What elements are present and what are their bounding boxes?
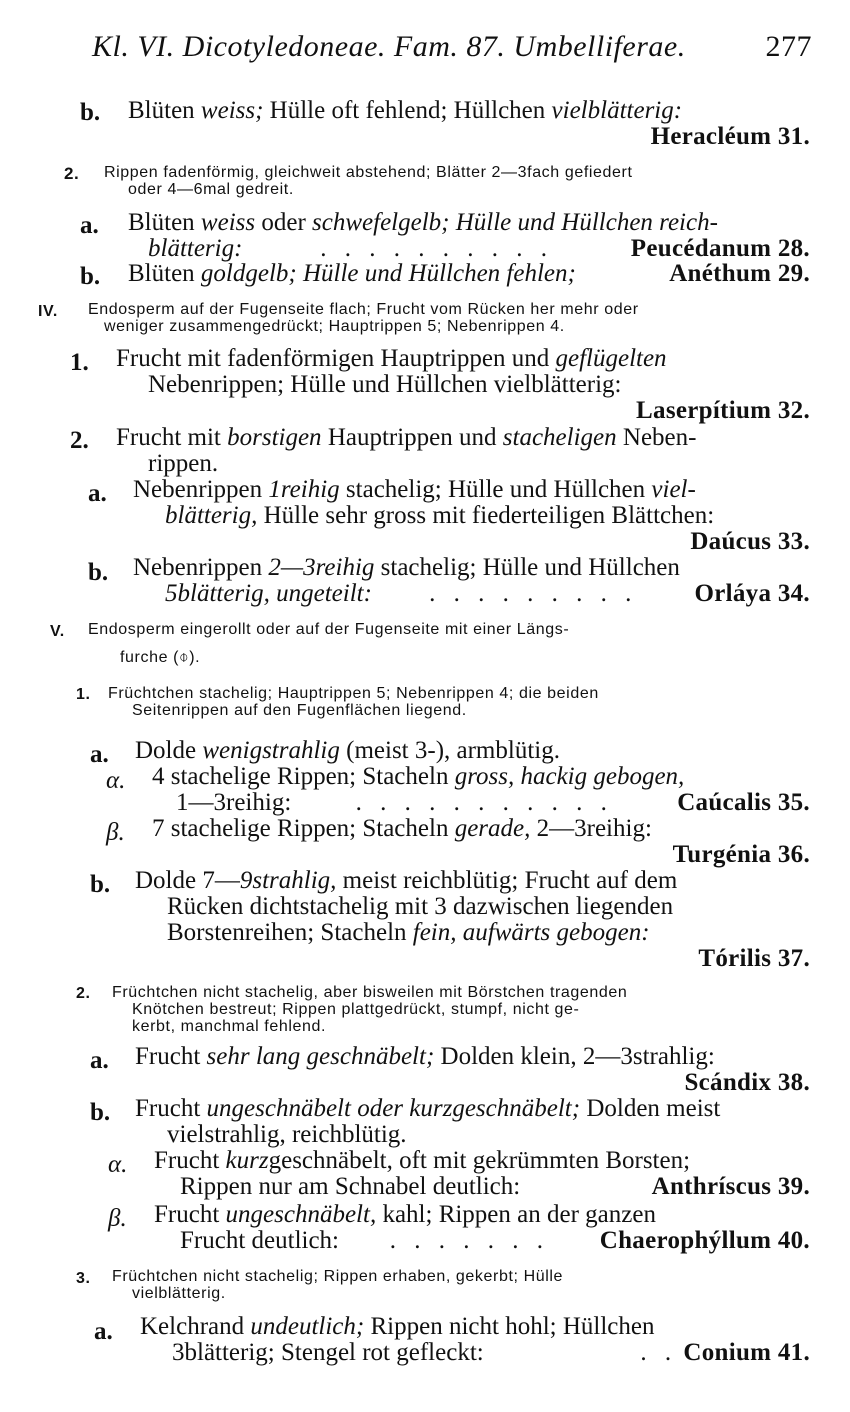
entry-line: Dolde 7—9strahlig, meist reichblütig; Frucht auf dem (135, 867, 678, 894)
entry-line: Frucht ungeschnäbelt oder kurzgeschnäbelt; Dolden meist (135, 1095, 721, 1122)
key-label: α. (106, 767, 126, 794)
key-label: a. (94, 1318, 113, 1345)
entry-line: vielblätterig. (132, 1285, 226, 1302)
entry-line: Blüten weiss oder schwefelgelb; Hülle und Hüllchen reich- (128, 209, 718, 236)
genus-name: Orláya 34. (694, 580, 810, 607)
entry-line: oder 4—6mal gedreit. (128, 181, 294, 198)
key-entry-v-3 (112, 1268, 810, 1302)
key-entry-v-1-a (135, 738, 810, 764)
genus-name: Scándix 38. (684, 1069, 810, 1096)
key-entry-scandix (135, 1044, 810, 1096)
entry-line: Frucht ungeschnäbelt, kahl; Rippen an der ganzen (154, 1201, 656, 1228)
entry-line: 3blätterig; Stengel rot gefleckt: . . Conium 41. (172, 1339, 810, 1366)
entry-line: Frucht kurzgeschnäbelt, oft mit gekrümmten Borsten; (154, 1147, 691, 1174)
key-label: 1. (76, 686, 91, 703)
genus-name: Peucédanum 28. (630, 235, 810, 262)
key-label: a. (80, 212, 99, 239)
key-label: 3. (76, 1270, 91, 1287)
key-entry-caucalis (152, 764, 810, 816)
key-label: β. (106, 819, 125, 846)
key-entry-v-2-b (135, 1096, 810, 1148)
key-label: a. (90, 741, 109, 768)
key-label: α. (108, 1151, 128, 1178)
entry-line: blätterig, Hülle sehr gross mit fiederteiligen Blättchen: (165, 502, 715, 529)
key-label: β. (108, 1205, 127, 1232)
key-entry-v-1 (108, 685, 810, 719)
key-entry-orlaya (133, 555, 810, 607)
genus-name: Chaerophýllum 40. (599, 1227, 810, 1254)
key-entry-IV (88, 301, 810, 335)
entry-line: Dolde wenigstrahlig (meist 3-), armblütig. (135, 737, 560, 764)
key-label: b. (88, 559, 109, 586)
entry-line: Rippen fadenförmig, gleichweit abstehend; Blätter 2—3fach gefiedert (104, 164, 633, 181)
entry-line: Frucht deutlich: . . . . . . . Chaerophýllum 40. (180, 1227, 810, 1254)
entry-line: Borstenreihen; Stacheln fein, aufwärts gebogen: (167, 919, 650, 946)
key-entry-chaerophyllum (154, 1202, 810, 1254)
key-label: 2. (70, 427, 89, 454)
running-header (92, 30, 812, 64)
key-label: IV. (38, 303, 58, 320)
entry-line: Knötchen bestreut; Rippen plattgedrückt, stumpf, nicht ge- (132, 1001, 580, 1018)
genus-name: Tórilis 37. (698, 945, 810, 972)
entry-line: 7 stachelige Rippen; Stacheln gerade, 2—3reihig: (152, 815, 652, 842)
key-entry-peucedanum (128, 210, 810, 262)
genus-name: Caúcalis 35. (677, 789, 810, 816)
genus-name: Anéthum 29. (669, 260, 810, 287)
entry-line: 4 stachelige Rippen; Stacheln gross, hackig gebogen, (152, 763, 685, 790)
genus-name: Daúcus 33. (690, 528, 810, 555)
entry-line: Blüten weiss; Hülle oft fehlend; Hüllchen vielblätterig: (128, 97, 683, 124)
entry-line: rippen. (148, 450, 219, 477)
key-entry-daucus (133, 477, 810, 555)
key-entry-anethum: Blüten goldgelb; Hülle und Hüllchen fehlen; Anéthum 29. (128, 260, 810, 287)
key-entry-conium (140, 1314, 810, 1366)
genus-name: Anthríscus 39. (651, 1173, 810, 1200)
entry-line: Endosperm auf der Fugenseite flach; Frucht vom Rücken her mehr oder (88, 301, 639, 318)
page-number: 277 (765, 30, 812, 63)
entry-line: blätterig: . . . . . . . . . . Peucédanum 28. (148, 235, 810, 262)
entry-line: Frucht sehr lang geschnäbelt; Dolden klein, 2—3strahlig: (135, 1043, 715, 1070)
entry-line: furche (⌽). (120, 649, 201, 666)
entry-line: Frucht mit borstigen Hauptrippen und stacheligen Neben- (116, 424, 697, 451)
entry-line: 1—3reihig: . . . . . . . . . . . Caúcalis 35. (176, 789, 810, 816)
entry-line: Früchtchen nicht stachelig, aber bisweilen mit Börstchen tragenden (112, 984, 628, 1001)
genus-name: Laserpítium 32. (636, 397, 810, 424)
key-label: b. (80, 263, 101, 290)
key-entry-heracleum (128, 98, 810, 150)
key-label: a. (90, 1047, 109, 1074)
genus-name: Turgénia 36. (672, 841, 810, 868)
key-label: b. (90, 1099, 111, 1126)
genus-name: Heracléum 31. (650, 123, 810, 150)
key-entry-laserpitium (116, 346, 810, 424)
entry-line: weniger zusammengedrückt; Hauptrippen 5; Nebenrippen 4. (104, 318, 565, 335)
entry-line: Seitenrippen auf den Fugenflächen liegend. (132, 702, 467, 719)
key-entry-2 (104, 164, 810, 198)
entry-line: Nebenrippen 2—3reihig stachelig; Hülle und Hüllchen (133, 554, 680, 581)
key-entry-iv-2 (116, 425, 810, 477)
key-entry-torilis (135, 868, 810, 972)
key-label: b. (90, 871, 111, 898)
entry-line: Endosperm eingerollt oder auf der Fugenseite mit einer Längs- (88, 621, 570, 638)
key-label: 2. (76, 985, 91, 1002)
key-label: b. (80, 99, 101, 126)
genus-name: Conium 41. (683, 1339, 810, 1366)
entry-line: kerbt, manchmal fehlend. (132, 1018, 327, 1035)
entry-line: 5blätterig, ungeteilt: . . . . . . . . . Orláya 34. (165, 580, 810, 607)
key-label: a. (88, 480, 107, 507)
entry-line: Kelchrand undeutlich; Rippen nicht hohl; Hüllchen (140, 1313, 655, 1340)
entry-line: Früchtchen nicht stachelig; Rippen erhaben, gekerbt; Hülle (112, 1268, 564, 1285)
entry-line: Nebenrippen; Hülle und Hüllchen vielblätterig: (148, 371, 622, 398)
entry-line: Nebenrippen 1reihig stachelig; Hülle und Hüllchen viel- (133, 476, 696, 503)
key-entry-v-2 (112, 984, 810, 1035)
key-entry-anthriscus (154, 1148, 810, 1200)
key-label: V. (50, 623, 65, 640)
entry-line: Rücken dichtstachelig mit 3 dazwischen liegenden (167, 893, 674, 920)
furrow-symbol: (⌽). (173, 649, 201, 666)
key-label: 2. (64, 164, 80, 183)
key-label: 1. (70, 349, 89, 376)
key-entry-turgenia (152, 816, 810, 868)
key-entry-V (88, 621, 810, 666)
entry-line: Frucht mit fadenförmigen Hauptrippen und geflügelten (116, 345, 667, 372)
entry-line: Früchtchen stachelig; Hauptrippen 5; Nebenrippen 4; die beiden (108, 685, 599, 702)
entry-line: vielstrahlig, reichblütig. (167, 1121, 407, 1148)
entry-line: Rippen nur am Schnabel deutlich: Anthríscus 39. (180, 1173, 810, 1200)
header-title: Kl. VI. Dicotyledoneae. Fam. 87. Umbelliferae. (92, 30, 686, 63)
